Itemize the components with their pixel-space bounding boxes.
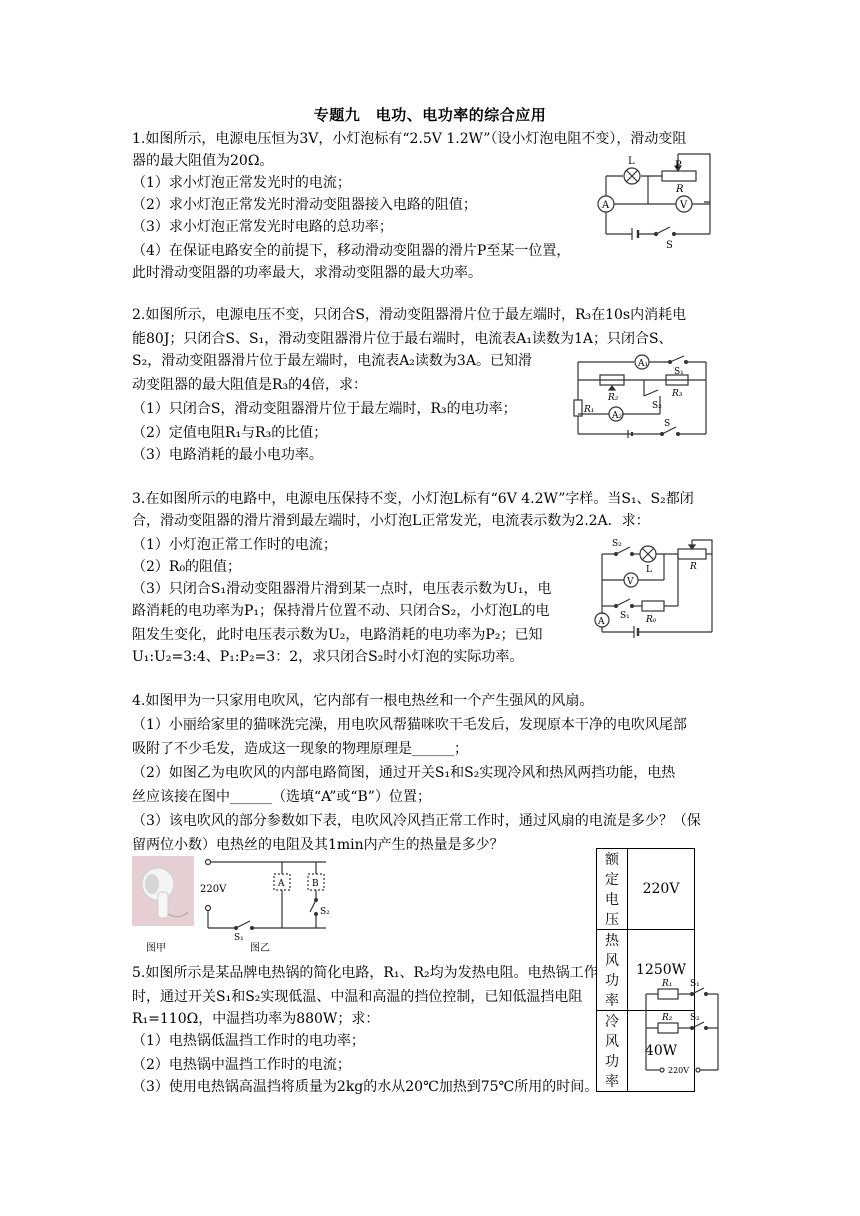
table-cell-value: 40W — [628, 1011, 695, 1092]
question-text-line: （2）电热锅中温挡工作时的电流； — [132, 1057, 351, 1073]
table-cell-label: 热风功率 — [597, 930, 628, 1011]
question-text-line: 阻发生变化，此时电压表示数为U₂，电路消耗的电功率为P₂；已知 — [132, 627, 543, 643]
question-text-line: 动变阻器的最大阻值是R₃的4倍，求： — [132, 377, 368, 393]
question-text-line: 1.如图所示，电源电压恒为3V，小灯泡标有“2.5V 1.2W”（设小灯泡电阻不变），滑动变阻 — [132, 131, 687, 147]
question-text-line: 3.在如图所示的电路中，电源电压保持不变，小灯泡L标有“6V 4.2W”字样。当S₁、S₂都闭 — [132, 491, 694, 507]
position-b-label: B — [312, 879, 319, 889]
switch-label: S — [666, 240, 673, 250]
resistor-r2-label: R₂ — [608, 393, 619, 403]
circuit-diagram-3 — [594, 536, 718, 640]
hair-dryer-photo — [132, 856, 194, 926]
question-text-line: （1）求小灯泡正常发光时的电流； — [132, 175, 351, 191]
figure-caption-yi: 图乙 — [250, 943, 270, 954]
question-text-line: （1）小灯泡正常工作时的电流； — [132, 537, 337, 553]
circuit-diagram-5 — [640, 976, 726, 1076]
question-text-line: （1）只闭合S，滑动变阻器滑片位于最左端时，R₃的电功率； — [132, 401, 517, 417]
question-text-line: 此时滑动变阻器的功率最大，求滑动变阻器的最大功率。 — [132, 265, 482, 281]
question-text-line: 路消耗的电功率为P₁；保持滑片位置不动、只闭合S₂，小灯泡L的电 — [132, 603, 550, 619]
question-text-line: （3）使用电热锅高温挡将质量为2kg的水从20℃加热到75℃所用的时间。 — [132, 1079, 599, 1095]
question-text-line: S₂，滑动变阻器滑片位于最左端时，电流表A₂读数为3A。已知滑 — [132, 353, 532, 369]
question-text-line: U₁:U₂=3:4、P₁:P₂=3：2，求只闭合S₂时小灯泡的实际功率。 — [132, 649, 524, 665]
resistor-r1-label: R₁ — [584, 405, 595, 415]
ammeter-label: A — [598, 617, 605, 627]
label-R: R — [676, 184, 684, 195]
table-row — [597, 849, 695, 930]
table-cell-value: 1250W — [628, 930, 695, 1011]
question-text-line: （3）电路消耗的最小电功率。 — [132, 447, 323, 463]
label-P: P — [675, 160, 682, 171]
question-text-line: 留两位小数）电热丝的电阻及其1min内产生的热量是多少？ — [132, 837, 504, 853]
label-L: L — [628, 156, 635, 167]
circuit-diagram-2 — [572, 350, 712, 442]
switch-s2-label: S₂ — [320, 907, 330, 917]
lamp-label: L — [646, 565, 652, 575]
table-cell-value: 220V — [628, 849, 695, 930]
switch-s1-label: S₁ — [690, 979, 700, 989]
switch-s1-label: S₁ — [620, 611, 630, 621]
circuit-diagram-4 — [198, 856, 338, 940]
question-text-line: （3）求小灯泡正常发光时电路的总功率； — [132, 219, 393, 235]
ammeter-a1-label: A₁ — [638, 359, 649, 369]
switch-s1-label: S₁ — [234, 933, 244, 940]
question-text-line: 吸附了不少毛发，造成这一现象的物理原理是______； — [132, 741, 468, 757]
ammeter-label: A — [602, 200, 610, 211]
switch-s2-label: S₂ — [652, 401, 662, 411]
question-text-line: 能80J；只闭合S、S₁，滑动变阻器滑片位于最右端时，电流表A₁读数为1A；只闭合S、 — [132, 331, 673, 347]
hair-dryer-image — [132, 856, 194, 926]
circuit-diagram-1 — [592, 150, 716, 250]
table-cell-label: 额定电压 — [597, 849, 628, 930]
question-text-line: 器的最大阻值为20Ω。 — [132, 153, 274, 169]
question-text-line: （3）该电吹风的部分参数如下表，电吹风冷风挡正常工作时，通过风扇的电流是多少？（保 — [132, 813, 701, 829]
voltage-label: 220V — [200, 884, 227, 895]
question-text-line: 4.如图甲为一只家用电吹风，它内部有一根电热丝和一个产生强风的风扇。 — [132, 693, 594, 709]
figure-caption-jia: 图甲 — [146, 943, 166, 954]
position-a-label: A — [278, 879, 285, 889]
voltmeter-label: V — [627, 577, 634, 587]
question-text-line: （1）电热锅低温挡工作时的电功率； — [132, 1033, 365, 1049]
resistor-r0-label: R₀ — [646, 615, 657, 625]
question-text-line: （3）只闭合S₁滑动变阻器滑片滑到某一点时，电压表示数为U₁，电 — [132, 581, 552, 597]
switch-s2-label: S₂ — [612, 539, 622, 549]
resistor-r2-label: R₂ — [662, 1013, 673, 1023]
switch-s1-label: S₁ — [674, 367, 684, 377]
question-text-line: 丝应该接在图中______（选填“A”或“B”）位置； — [132, 789, 431, 805]
question-text-line: 合，滑动变阻器的滑片滑到最左端时，小灯泡L正常发光，电流表示数为2.2A．求： — [132, 513, 650, 529]
rheostat-label: R — [690, 562, 697, 572]
voltmeter-label: V — [680, 200, 688, 211]
question-text-line: （2）定值电阻R₁与R₃的比值； — [132, 425, 328, 441]
question-text-line: （2）如图乙为电吹风的内部电路简图，通过开关S₁和S₂实现冷风和热风两挡功能，电热 — [132, 765, 676, 781]
ammeter-a2-label: A₂ — [612, 411, 623, 421]
question-text-line: （2）求小灯泡正常发光时滑动变阻器接入电路的阻值； — [132, 197, 477, 213]
resistor-r1-label: R₁ — [662, 979, 673, 989]
question-text-line: R₁=110Ω，中温挡功率为880W；求： — [132, 1011, 380, 1027]
switch-s-label: S — [664, 419, 671, 429]
question-text-line: （2）R₀的阻值； — [132, 559, 242, 575]
switch-s2-label: S₂ — [690, 1013, 700, 1023]
question-text-line: （4）在保证电路安全的前提下，移动滑动变阻器的滑片P至某一位置， — [132, 243, 571, 259]
question-text-line: 2.如图所示，电源电压不变，只闭合S，滑动变阻器滑片位于最左端时，R₃在10s内消耗电 — [132, 307, 687, 323]
question-text-line: 5.如图所示是某品牌电热锅的简化电路，R₁、R₂均为发热电阻。电热锅工作 — [132, 965, 598, 981]
question-text-line: 时，通过开关S₁和S₂实现低温、中温和高温的挡位控制，已知低温挡电阻 — [132, 989, 583, 1005]
question-text-line: （1）小丽给家里的猫咪洗完澡，用电吹风帮猫咪吹干毛发后，发现原本干净的电吹风尾部 — [132, 717, 687, 733]
page-title: 专题九 电功、电功率的综合应用 — [313, 106, 547, 124]
resistor-r3-label: R₃ — [672, 389, 683, 399]
voltage-label: 220V — [668, 1066, 690, 1075]
table-cell-label: 冷风功率 — [597, 1011, 628, 1092]
